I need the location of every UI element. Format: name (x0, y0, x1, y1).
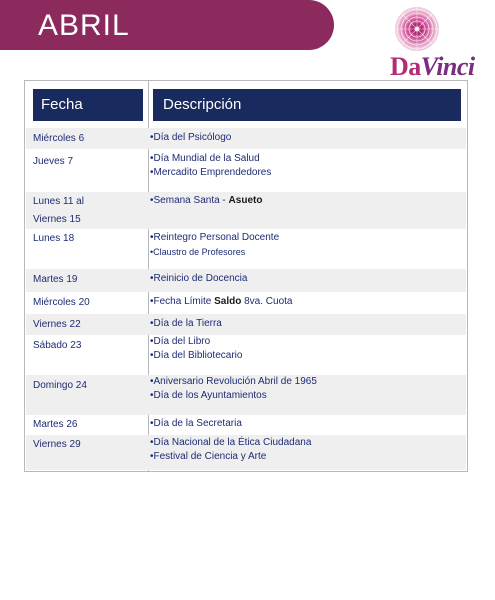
table-row (26, 292, 466, 314)
table-row (26, 335, 466, 375)
row-date-end: Viernes 15 (33, 214, 81, 225)
row-item: •Fecha Límite (150, 296, 215, 307)
row-item-bold: Asueto (228, 195, 263, 206)
row-item: •Reintegro Personal Docente (150, 232, 280, 243)
row-date: Martes 26 (33, 419, 78, 430)
table-row (26, 269, 466, 292)
logo-vinci: Vinci (420, 52, 475, 81)
row-item: 8va. Cuota (241, 296, 293, 307)
row-item: •Aniversario Revolución Abril de 1965 (150, 376, 317, 387)
row-item: •Día del Libro (150, 336, 211, 347)
month-banner (0, 0, 334, 50)
row-item: •Día de los Ayuntamientos (150, 390, 267, 401)
table-row (26, 128, 466, 149)
logo-wordmark (390, 52, 475, 82)
row-date: Miércoles 6 (33, 133, 85, 144)
row-item: •Festival de Ciencia y Arte (150, 451, 267, 462)
events-table (24, 80, 468, 472)
table-row (26, 435, 466, 470)
row-date: Viernes 29 (33, 439, 81, 450)
table-row (26, 415, 466, 435)
table-row (26, 192, 466, 229)
table-row (26, 375, 466, 415)
row-item: •Reinicio de Docencia (150, 273, 248, 284)
row-date: Lunes 18 (33, 233, 75, 244)
row-item: •Mercadito Emprendedores (150, 167, 272, 178)
mandala-icon (392, 6, 442, 52)
table-row (26, 149, 466, 192)
table-row (26, 229, 466, 269)
header-fecha: Fecha (33, 89, 143, 121)
row-item-bold: Saldo (214, 296, 242, 307)
row-date: Martes 19 (33, 274, 78, 285)
row-date: Lunes 11 al (33, 196, 84, 207)
month-title: ABRIL (38, 9, 130, 42)
row-item: •Día de la Secretaria (150, 418, 242, 429)
table-row (26, 314, 466, 335)
row-item: •Claustro de Profesores (150, 247, 246, 257)
davinci-logo (386, 6, 482, 81)
row-item: •Día del Psicólogo (150, 132, 232, 143)
row-item: •Día del Bibliotecario (150, 350, 243, 361)
row-date: Domingo 24 (33, 380, 87, 391)
header-descripcion: Descripción (153, 89, 461, 121)
logo-da: Da (390, 52, 421, 81)
row-item: •Día Mundial de la Salud (150, 153, 260, 164)
row-date: Sábado 23 (33, 340, 82, 351)
row-item: •Día Nacional de la Ética Ciudadana (150, 437, 312, 448)
row-item: •Semana Santa - (150, 195, 229, 206)
row-date: Miércoles 20 (33, 297, 90, 308)
row-item: •Día de la Tierra (150, 318, 222, 329)
row-date: Viernes 22 (33, 319, 81, 330)
row-date: Jueves 7 (33, 156, 74, 167)
